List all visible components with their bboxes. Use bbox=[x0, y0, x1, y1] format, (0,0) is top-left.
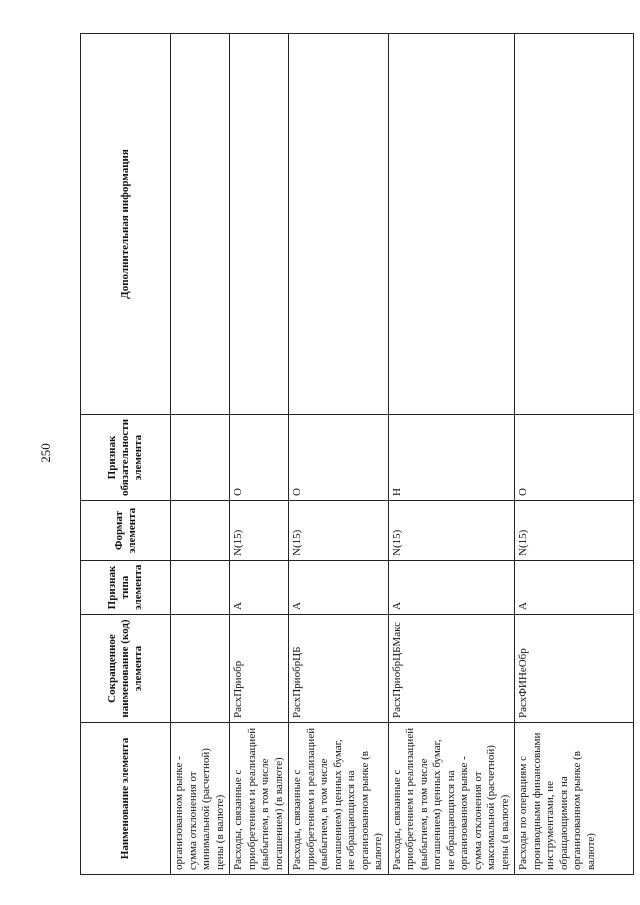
cell-info bbox=[171, 34, 230, 415]
table-row bbox=[230, 34, 289, 875]
cell-type: А bbox=[289, 561, 389, 615]
cell-name: Расходы, связанные с приобретением и реализацией (выбытием, в том числе погашением) (в валюте) bbox=[230, 723, 289, 875]
cell-type bbox=[171, 561, 230, 615]
header-name: Наименование элемента bbox=[81, 723, 171, 875]
cell-code: РасхПриобрЦБМакс bbox=[388, 615, 515, 723]
cell-info bbox=[388, 34, 515, 415]
cell-required bbox=[171, 415, 230, 501]
cell-required: О bbox=[230, 415, 289, 501]
rotated-table bbox=[80, 34, 597, 875]
table-row bbox=[388, 34, 515, 875]
table-row bbox=[289, 34, 389, 875]
cell-code bbox=[171, 615, 230, 723]
header-code: Сокращенное наименование (код) элемента bbox=[81, 615, 171, 723]
table-container bbox=[80, 34, 597, 875]
header-format: Формат элемента bbox=[81, 501, 171, 561]
cell-name: организованном рынке - сумма отклонения от минимальной (расчетной) цены (в валюте) bbox=[171, 723, 230, 875]
cell-code: РасхПриобрЦБ bbox=[289, 615, 389, 723]
table-row bbox=[171, 34, 230, 875]
cell-format: N(15) bbox=[388, 501, 515, 561]
cell-name: Расходы по операциям с производными финансовыми инструментами, не обращающимися на организованном рынке (в валюте) bbox=[515, 723, 634, 875]
cell-info bbox=[515, 34, 634, 415]
header-required: Признак обязательности элемента bbox=[81, 415, 171, 501]
cell-required: О bbox=[289, 415, 389, 501]
cell-format: N(15) bbox=[230, 501, 289, 561]
page-number: 250 bbox=[38, 443, 53, 463]
cell-code: РасхФИНеОбр bbox=[515, 615, 634, 723]
table-header-row bbox=[81, 34, 171, 875]
cell-info bbox=[230, 34, 289, 415]
header-info: Дополнительная информация bbox=[81, 34, 171, 415]
cell-type: А bbox=[515, 561, 634, 615]
cell-name: Расходы, связанные с приобретением и реализацией (выбытием, в том числе погашением) ценных бумаг, не обращающихся на организованном рынке (в валюте) bbox=[289, 723, 389, 875]
cell-name: Расходы, связанные с приобретением и реализацией (выбытием, в том числе погашением) ценных бумаг, не обращающихся на организованном рынке - сумма отклонения от максимальной (расчетной) цены (в валюте) bbox=[388, 723, 515, 875]
header-type: Признак типа элемента bbox=[81, 561, 171, 615]
cell-format: N(15) bbox=[289, 501, 389, 561]
cell-type: А bbox=[388, 561, 515, 615]
element-table bbox=[80, 33, 634, 875]
table-row bbox=[515, 34, 634, 875]
cell-required: О bbox=[515, 415, 634, 501]
cell-required: Н bbox=[388, 415, 515, 501]
cell-code: РасхПриобр bbox=[230, 615, 289, 723]
cell-info bbox=[289, 34, 389, 415]
cell-type: А bbox=[230, 561, 289, 615]
cell-format: N(15) bbox=[515, 501, 634, 561]
cell-format bbox=[171, 501, 230, 561]
